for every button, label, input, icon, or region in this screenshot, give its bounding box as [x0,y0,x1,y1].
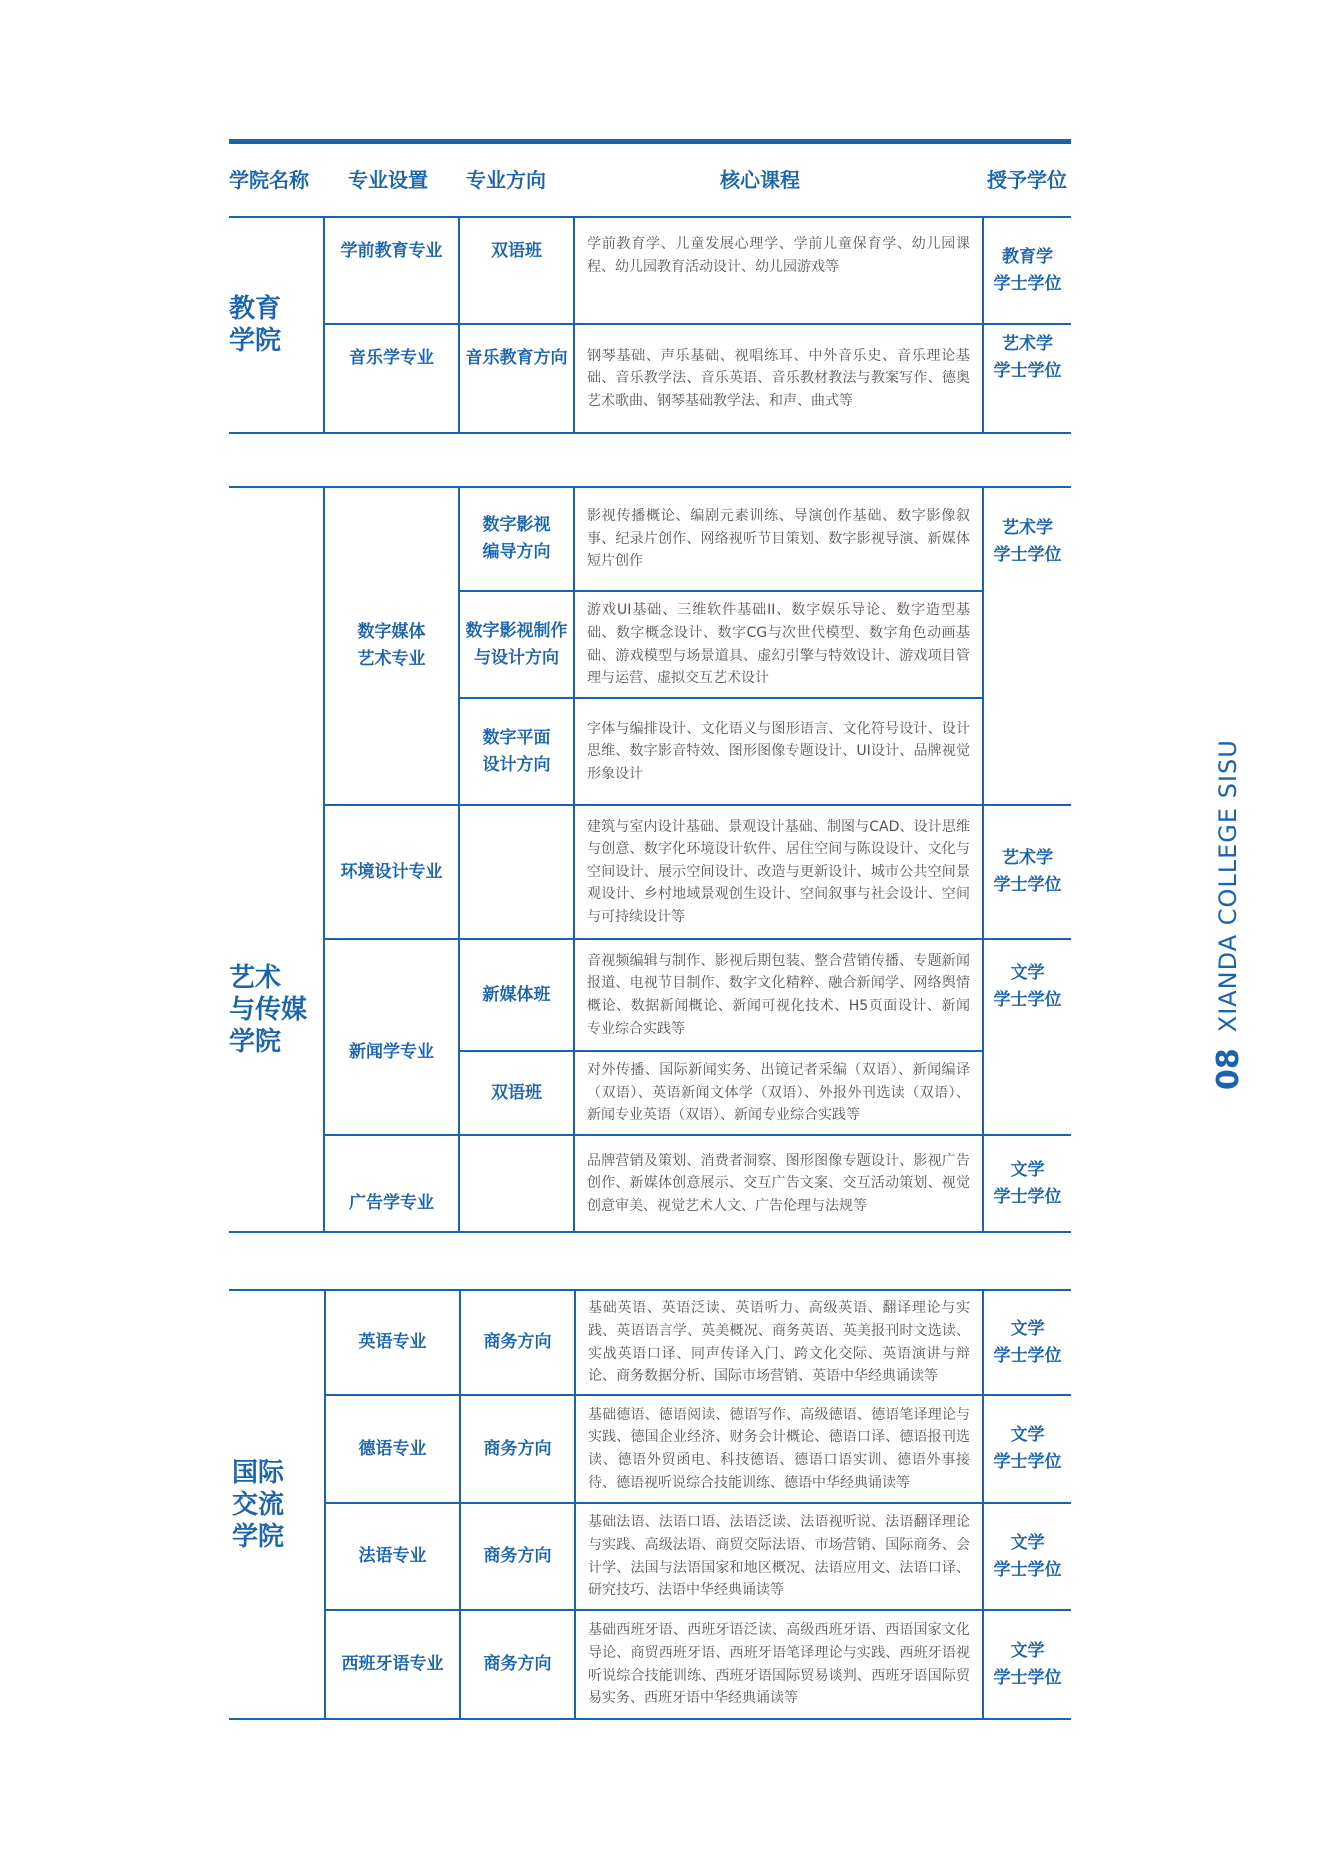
direction-name: 商务方向 [483,1546,552,1566]
school-name: XIANDA COLLEGE SISU [1214,739,1242,1033]
direction-name: 双语班 [491,1082,542,1103]
course-list: 字体与编排设计、文化语义与图形语言、文化符号设计、设计思维、数字影音特效、图形图像专题设计、UI设计、品牌视觉形象设计 [587,720,970,782]
degree-name: 文学 学士学位 [993,963,1062,1010]
degree-name: 文学 学士学位 [993,1318,1062,1366]
direction-name: 双语班 [491,240,542,261]
degree-name: 教育学 学士学位 [993,246,1062,294]
direction-name: 数字平面 设计方向 [482,727,551,775]
course-list: 基础英语、英语泛读、英语听力、高级英语、翻译理论与实践、英语语言学、英美概况、商务英语、英美报刊时文选读、实战英语口译、同声传译入门、跨文化交际、英语演讲与辩论、商务数据分析、国际市场营销、英语中华经典诵读等 [588,1300,970,1385]
major-name: 德语专业 [358,1438,427,1459]
major-name: 新闻学专业 [349,1041,434,1062]
major-name: 音乐学专业 [349,347,434,368]
college-name-arts: 艺术 与传媒 学院 [229,962,308,1057]
course-list: 影视传播概论、编剧元素训练、导演创作基础、数字影像叙事、纪录片创作、网络视听节目策划、数字影视导演、新媒体短片创作 [587,508,970,570]
direction-name: 商务方向 [483,1654,552,1674]
major-name: 学前教育专业 [340,240,443,261]
degree-name: 文学 学士学位 [993,1425,1062,1472]
degree-name: 艺术学 学士学位 [993,334,1062,381]
course-list: 对外传播、国际新闻实务、出镜记者采编（双语）、新闻编译（双语）、英语新闻文体学（双语）、外报外刊选读（双语）、新闻专业英语（双语）、新闻专业综合实践等 [587,1062,970,1124]
major-name: 法语专业 [358,1546,427,1566]
course-list: 基础西班牙语、西班牙语泛读、高级西班牙语、西语国家文化导论、商贸西班牙语、西班牙语笔译理论与实践、西班牙语视听说综合技能训练、西班牙语国际贸易谈判、西班牙语国际贸易实务、西班牙语中华经典诵读等 [588,1622,970,1707]
direction-name: 数字影视制作 与设计方向 [465,620,568,668]
course-list: 学前教育学、儿童发展心理学、学前儿童保育学、幼儿园课程、幼儿园教育活动设计、幼儿园游戏等 [587,236,970,275]
major-name: 西班牙语专业 [341,1654,444,1674]
degree-name: 文学 学士学位 [993,1159,1062,1207]
direction-name: 商务方向 [483,1438,552,1459]
side-label [1208,739,1248,1090]
college-name-intl: 国际 交流 学院 [232,1457,285,1552]
course-list: 钢琴基础、声乐基础、视唱练耳、中外音乐史、音乐理论基础、音乐教学法、音乐英语、音乐教材教法与教案写作、德奥艺术歌曲、钢琴基础教学法、和声、曲式等 [587,347,970,409]
major-name: 数字媒体 艺术专业 [357,622,426,669]
rule [229,1231,1071,1233]
course-list: 音视频编辑与制作、影视后期包装、整合营销传播、专题新闻报道、电视节目制作、数字文化精粹、融合新闻学、网络舆情概论、数据新闻概论、新闻可视化技术、H5页面设计、新闻专业综合实践等 [587,952,970,1037]
major-name: 英语专业 [358,1332,427,1352]
major-name: 广告学专业 [349,1193,434,1213]
course-list: 基础法语、法语口语、法语泛读、法语视听说、法语翻译理论与实践、高级法语、商贸交际法语、市场营销、国际商务、会计学、法国与法语国家和地区概况、法语应用文、法语口译、研究技巧、法语中华经典诵读等 [588,1514,970,1599]
rule [229,1718,1071,1720]
top-accent-bar [229,139,1071,144]
course-list: 游戏UI基础、三维软件基础II、数字娱乐导论、数字造型基础、数字概念设计、数字CG与次世代模型、数字角色动画基础、游戏模型与场景道具、虚幻引擎与特效设计、游戏项目管理与运营、虚拟交互艺术设计 [587,602,970,687]
rule [229,432,1071,434]
degree-name: 文学 学士学位 [993,1532,1062,1580]
degree-name: 艺术学 学士学位 [993,848,1062,895]
header-degree: 授予学位 [987,168,1067,192]
header-college: 学院名称 [229,168,309,192]
course-list: 品牌营销及策划、消费者洞察、图形图像专题设计、影视广告创作、新媒体创意展示、交互广告文案、交互活动策划、视觉创意审美、视觉艺术人文、广告伦理与法规等 [587,1152,970,1214]
header-major: 专业设置 [348,168,428,192]
college-name-education: 教育 学院 [229,294,282,356]
direction-name: 数字影视 编导方向 [482,515,551,562]
page-number: 08 [1210,1048,1246,1090]
degree-name: 艺术学 学士学位 [993,518,1062,565]
degree-name: 文学 学士学位 [993,1640,1062,1688]
header-courses: 核心课程 [720,168,800,192]
table-header [229,164,1071,214]
direction-name: 新媒体班 [482,984,551,1005]
course-list: 建筑与室内设计基础、景观设计基础、制图与CAD、设计思维与创意、数字化环境设计软件、居住空间与陈设设计、文化与空间设计、展示空间设计、改造与更新设计、城市公共空间景观设计、乡村地域景观创生设计、空间叙事与社会设计、空间与可持续设计等 [587,818,970,925]
direction-name: 商务方向 [483,1332,552,1352]
course-list: 基础德语、德语阅读、德语写作、高级德语、德语笔译理论与实践、德国企业经济、财务会计概论、德语口译、德语报刊选读、德语外贸函电、科技德语、德语口语实训、德语外事接待、德语视听说综合技能训练、德语中华经典诵读等 [588,1406,970,1491]
direction-name: 音乐教育方向 [465,347,568,368]
major-name: 环境设计专业 [340,861,443,882]
header-direction: 专业方向 [466,168,546,192]
